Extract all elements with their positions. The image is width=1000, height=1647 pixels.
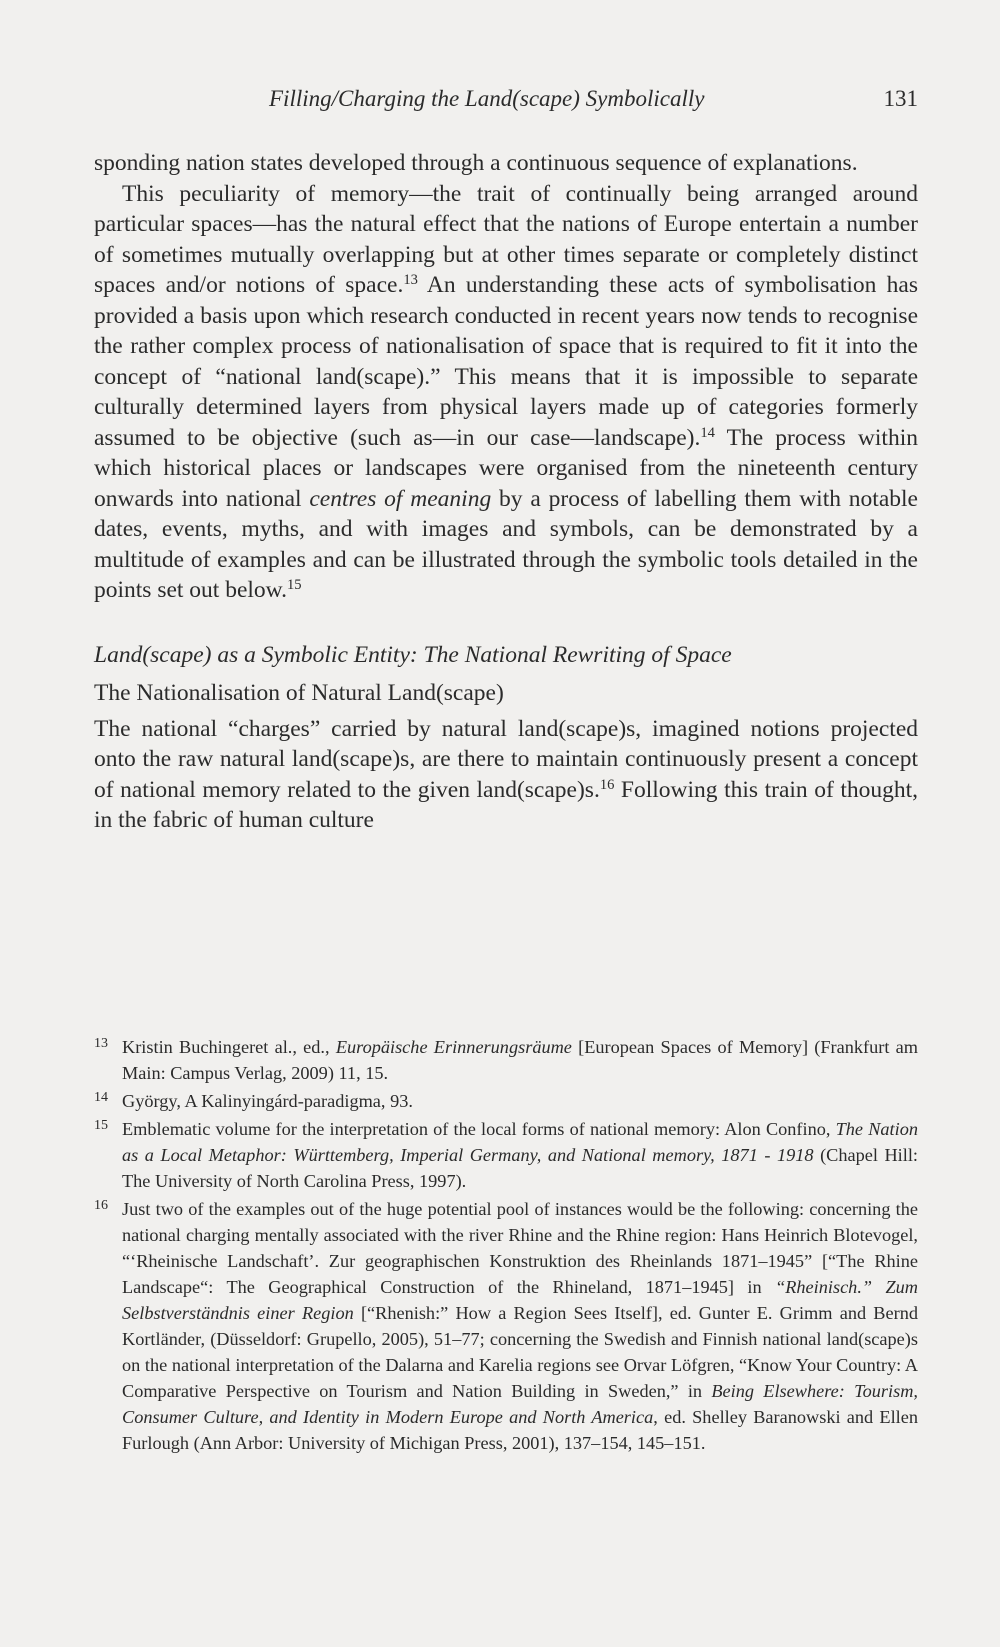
footnote-14 <box>94 1088 918 1114</box>
footnote-title: Europäische Erinnerungsräume <box>335 1037 572 1057</box>
paragraph-2-text-d: by a process of labelling them with notable dates, events, myths, and with images and symbols, can be demonstrated by a multitude of examples and can be illustrated through the symbolic tools detailed in the points set out below. <box>94 485 918 603</box>
paragraph-2-text-b: An understanding these acts of symbolisation has provided a basis upon which research conducted in recent years now tends to recognise the rather complex process of nationalisation of space that is required to fit it into the concept of “national land(scape).” This means that it is impossible to separate culturally determined layers from physical layers made up of categories formerly assumed to be objective (such as—in our case—landscape). <box>94 272 918 451</box>
footnote-number: 16 <box>94 1198 108 1213</box>
footnote-title: The Nation as a Local Metaphor: Württemberg, Imperial Germany, and National memory, 1871 - 1918 <box>122 1119 918 1165</box>
footnote-text: Just two of the examples out of the huge potential pool of instances would be the following: concerning the national charging mentally associated with the river Rhine and the Rhine region: Hans Heinrich Blotevogel, “‘Rheinische Landschaft’. Zur geographischen Konstruktion des Rheinlands 1871–1945” [“The Rhine Landscape“: The Geographical Construction of the Rhineland, 1871–1945] in <box>122 1199 918 1297</box>
footnote-title: “Rheinisch.” Zum Selbstverständnis einer Region <box>122 1277 918 1323</box>
sub-heading: The Nationalisation of Natural Land(scape) <box>94 679 504 706</box>
paragraph-2-emphasis: centres of meaning <box>309 485 492 512</box>
footnotes <box>94 1034 918 1458</box>
footnote-16 <box>94 1196 918 1456</box>
footnote-title: Being Elsewhere: Tourism, Consumer Culture, and Identity in Modern Europe and North America <box>122 1381 918 1427</box>
footnote-number: 14 <box>94 1090 108 1105</box>
footnote-ref-15: 15 <box>287 577 302 593</box>
paragraph-3 <box>94 714 918 836</box>
footnote-13 <box>94 1034 918 1086</box>
paragraph-2-text-c: The process within which historical places or landscapes were organised from the nineteenth century onwards into national <box>94 424 918 512</box>
footnote-text: (Chapel Hill: The University of North Carolina Press, 1997). <box>122 1145 918 1191</box>
footnote-15 <box>94 1116 918 1194</box>
footnote-text: György, A Kalinyingárd-paradigma, 93. <box>122 1091 413 1111</box>
page-number: 131 <box>883 86 918 111</box>
running-head <box>94 82 918 116</box>
section-heading: Land(scape) as a Symbolic Entity: The National Rewriting of Space <box>94 641 732 668</box>
footnote-text: , ed. Shelley Baranowski and Ellen Furlough (Ann Arbor: University of Michigan Press, 2001), 137–154, 145–151. <box>122 1407 918 1453</box>
footnote-number: 15 <box>94 1118 108 1133</box>
footnote-number: 13 <box>94 1036 108 1051</box>
paragraph-2-text-a: This peculiarity of memory—the trait of continually being arranged around particular spaces—has the natural effect that the nations of Europe entertain a number of sometimes mutually overlapping but at other times separate or completely distinct spaces and/or notions of space. <box>94 180 918 298</box>
footnote-text: Kristin Buchingeret al., ed., <box>122 1037 336 1057</box>
paragraph-3-text-b: Following this train of thought, in the fabric of human culture <box>94 776 919 833</box>
main-text <box>94 148 918 836</box>
footnote-ref-14: 14 <box>700 424 715 441</box>
paragraph-1: sponding nation states developed through a continuous sequence of explanations. <box>94 150 858 176</box>
footnote-ref-16: 16 <box>599 776 615 793</box>
footnote-text: [“Rhenish:” How a Region Sees Itself], ed. Gunter E. Grimm and Bernd Kortländer, (Düsseldorf: Grupello, 2005), 51–77; concerning the Swedish and Finnish national land(scape)s on the national interpretation of the Dalarna and Karelia regions see Orvar Löfgren, “Know Your Country: A Comparative Perspective on Tourism and Nation Building in Sweden,” in <box>122 1303 918 1401</box>
footnote-ref-13: 13 <box>403 272 418 288</box>
running-title: Filling/Charging the Land(scape) Symbolically <box>269 86 705 111</box>
paragraph-2 <box>94 179 918 606</box>
footnote-text: [European Spaces of Memory] (Frankfurt am Main: Campus Verlag, 2009) 11, 15. <box>122 1037 919 1083</box>
footnote-text: Emblematic volume for the interpretation of the local forms of national memory: Alon Confino, <box>122 1119 836 1139</box>
paragraph-3-text-a: The national “charges” carried by natural land(scape)s, imagined notions projected onto the raw natural land(scape)s, are there to maintain continuously present a concept of national memory related to the given land(scape)s. <box>94 715 918 803</box>
